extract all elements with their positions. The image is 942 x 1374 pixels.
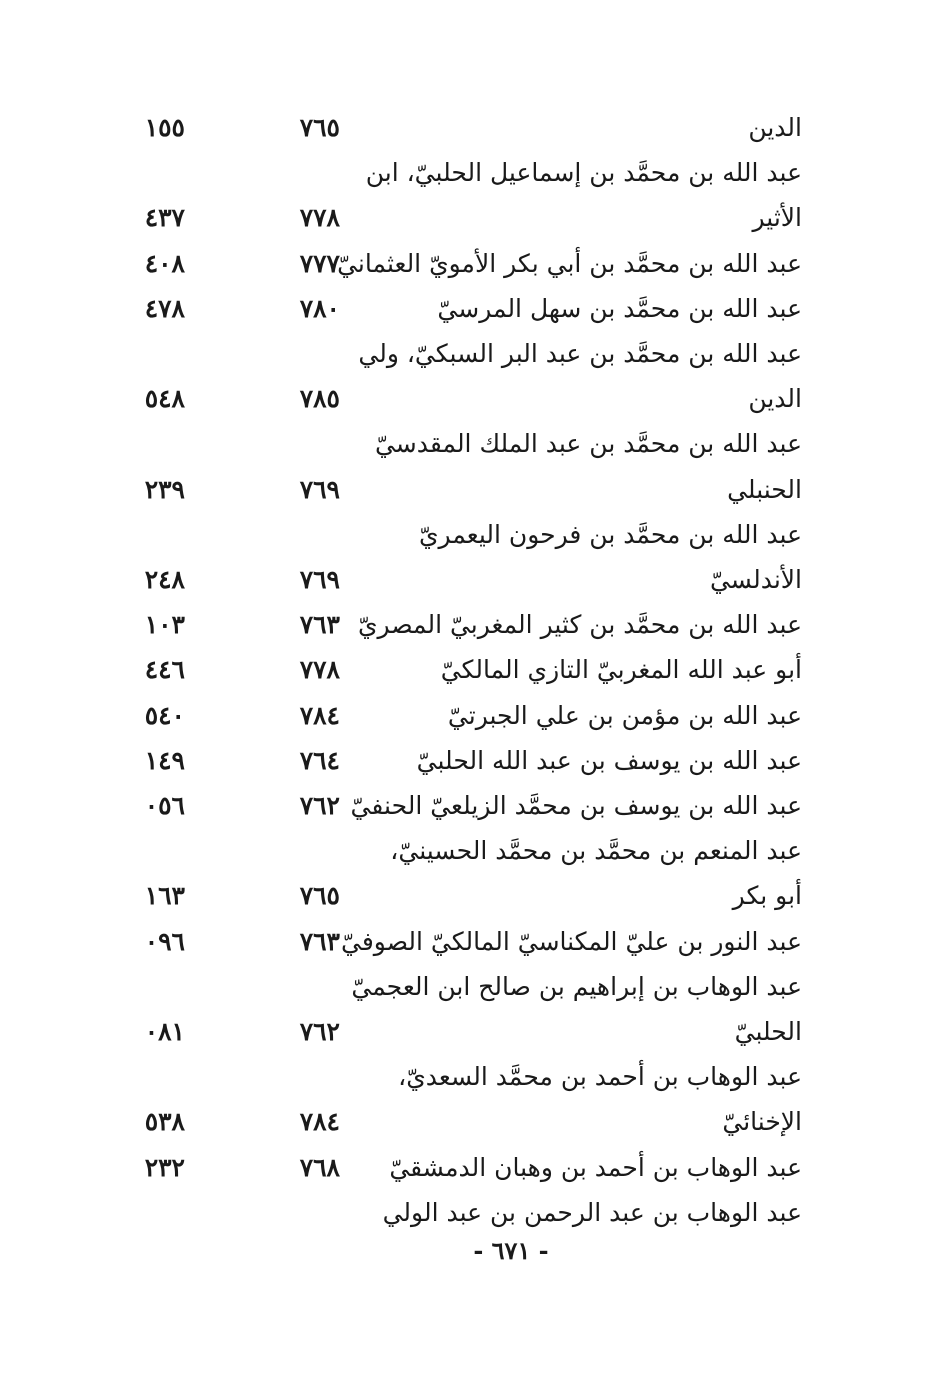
index-entry	[0, 376, 942, 421]
entry-number: ٥٤٠	[144, 700, 185, 730]
entry-name: الحنبلي	[727, 474, 802, 504]
index-entry	[0, 512, 942, 557]
entry-name: عبد النور بن عليّ المكناسيّ المالكيّ الصوفيّ	[341, 926, 802, 956]
entry-year: ٧٦٢	[299, 791, 340, 820]
entry-name: عبد الوهاب بن أحمد بن وهبان الدمشقيّ	[389, 1152, 802, 1182]
index-entry	[0, 693, 942, 738]
index-entry	[0, 286, 942, 331]
index-entry	[0, 1054, 942, 1099]
entry-number: ١٦٣	[144, 881, 185, 911]
entry-name: عبد الله بن محمَّد بن سهل المرسيّ	[437, 293, 802, 323]
index-entry	[0, 783, 942, 828]
entry-number: ٢٤٨	[144, 565, 185, 594]
index-entry	[0, 1190, 942, 1235]
index-entry	[0, 964, 942, 1009]
entry-number: ٤٠٨	[144, 248, 185, 278]
entry-name: أبو بكر	[732, 881, 802, 911]
entry-name: عبد الله بن محمَّد بن عبد الملك المقدسيّ	[374, 429, 802, 459]
index-entry	[0, 1009, 942, 1054]
entry-year: ٧٦٤	[299, 745, 340, 775]
entry-name: عبد الله بن محمَّد بن عبد البر السبكيّ، ولي	[358, 339, 802, 368]
entry-name: عبد الوهاب بن إبراهيم بن صالح ابن العجميّ	[351, 971, 802, 1001]
entry-name: عبد الله بن يوسف بن عبد الله الحلبيّ	[416, 745, 802, 775]
entry-name: الأثير	[752, 203, 802, 233]
index-entry	[0, 647, 942, 692]
entry-number: ١٥٥	[144, 113, 185, 142]
index-entry	[0, 557, 942, 602]
entry-name: عبد الله بن محمَّد بن إسماعيل الحلبيّ، ابن	[365, 158, 802, 188]
entry-name: عبد الله بن محمَّد بن كثير المغربيّ المصريّ	[357, 610, 802, 640]
page-number: - ٦٧١ -	[473, 1236, 549, 1265]
entry-year: ٧٦٣	[299, 610, 340, 640]
entry-name: عبد الوهاب بن أحمد بن محمَّد السعديّ،	[398, 1062, 802, 1092]
index-entry	[0, 828, 942, 873]
entry-number: ٥٣٨	[144, 1107, 185, 1137]
index-entry	[0, 195, 942, 240]
entry-year: ٧٦٩	[299, 565, 340, 594]
entry-name: عبد الله بن محمَّد بن فرحون اليعمريّ	[418, 519, 802, 549]
entry-name: الحلبيّ	[734, 1017, 802, 1046]
entry-year: ٧٧٨	[299, 655, 340, 685]
entry-year: ٧٨٤	[299, 700, 340, 730]
entry-name: الدين	[748, 384, 802, 414]
entry-year: ٧٦٩	[299, 474, 340, 504]
index-entry	[0, 331, 942, 376]
index-entry	[0, 1145, 942, 1190]
entry-name: الإخنائيّ	[722, 1107, 802, 1137]
entry-name: الدين	[748, 113, 802, 142]
entry-number: ٢٣٢	[144, 1152, 185, 1182]
entry-year: ٧٦٥	[299, 881, 340, 911]
index-entry	[0, 738, 942, 783]
entry-number: ٥٤٨	[144, 384, 185, 414]
entry-number: ٢٣٩	[144, 474, 185, 504]
entry-number: ١٠٣	[144, 610, 185, 640]
entry-name: عبد الوهاب بن عبد الرحمن بن عبد الولي	[382, 1197, 802, 1227]
index-entry	[0, 467, 942, 512]
index-entry	[0, 1099, 942, 1144]
entry-number: ٠٨١	[144, 1017, 185, 1046]
entry-number: ١٤٩	[144, 745, 185, 775]
entry-year: ٧٧٨	[299, 203, 340, 233]
entry-year: ٧٧٧	[299, 248, 340, 278]
index-entry	[0, 241, 942, 286]
entry-name: عبد الله بن يوسف بن محمَّد الزيلعيّ الحنفيّ	[350, 791, 802, 820]
entry-year: ٧٦٨	[299, 1152, 340, 1182]
entry-year: ٧٦٣	[299, 926, 340, 956]
entry-year: ٧٨٥	[299, 384, 340, 414]
index-entry	[0, 602, 942, 647]
entry-number: ٤٧٨	[144, 293, 185, 323]
entry-number: ٠٥٦	[144, 791, 185, 820]
entry-year: ٧٨٠	[299, 293, 340, 323]
entry-name: عبد الله بن محمَّد بن أبي بكر الأمويّ العثمانيّ	[337, 248, 802, 278]
index-entry	[0, 919, 942, 964]
entry-name: عبد المنعم بن محمَّد بن محمَّد الحسينيّ،	[390, 836, 802, 866]
entry-year: ٧٦٥	[299, 113, 340, 142]
entry-year: ٧٦٢	[299, 1017, 340, 1046]
entry-name: أبو عبد الله المغربيّ التازي المالكيّ	[440, 655, 802, 685]
index-entry	[0, 150, 942, 195]
entry-number: ٠٩٦	[144, 926, 185, 956]
entry-name: عبد الله بن مؤمن بن علي الجبرتيّ	[447, 700, 802, 730]
index-entry	[0, 873, 942, 918]
entry-year: ٧٨٤	[299, 1107, 340, 1137]
entry-name: الأندلسيّ	[709, 565, 802, 594]
index-entry	[0, 105, 942, 150]
entry-number: ٤٤٦	[144, 655, 185, 685]
index-entry	[0, 421, 942, 466]
entry-number: ٤٣٧	[144, 203, 185, 233]
